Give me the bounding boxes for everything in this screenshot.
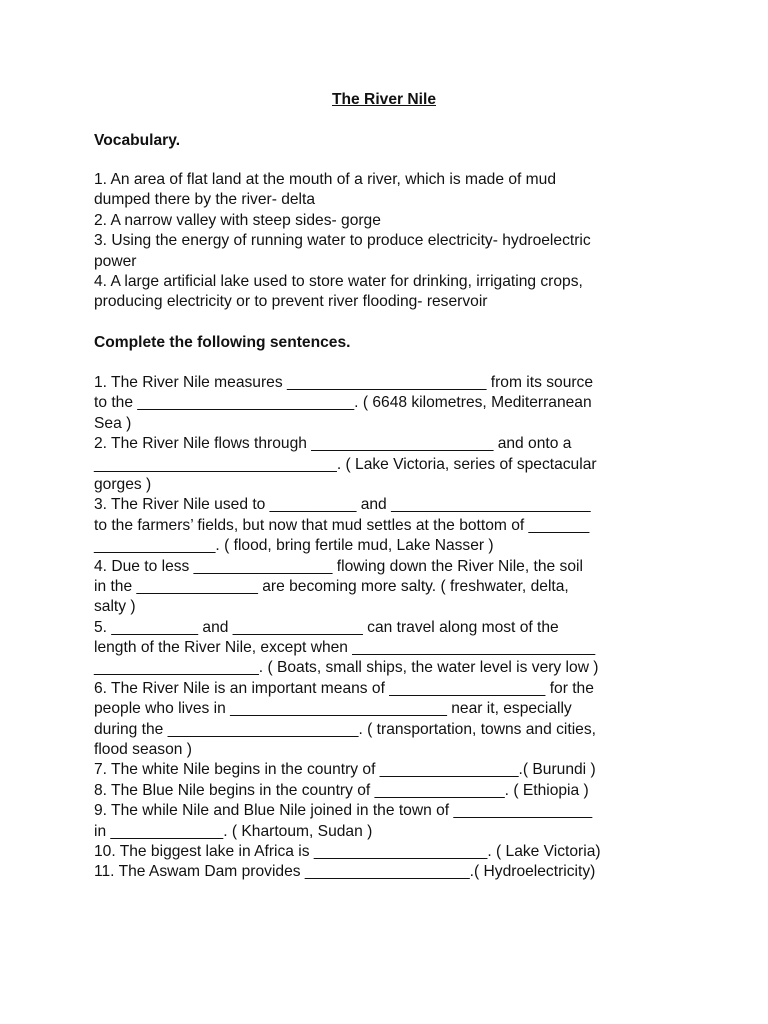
sentence-line: Sea ) [94, 414, 132, 432]
sentence-line: 11. The Aswam Dam provides ___________________.( Hydroelectricity) [94, 863, 596, 881]
sentence-line: salty ) [94, 598, 136, 616]
sentence-line: 5. __________ and _______________ can travel along most of the [94, 618, 559, 636]
sentence-line: 8. The Blue Nile begins in the country of _______________. ( Ethiopia ) [94, 781, 589, 799]
sentence-line: in the ______________ are becoming more salty. ( freshwater, delta, [94, 577, 569, 595]
sentences-list [94, 373, 684, 883]
sentence-line: flood season ) [94, 741, 192, 759]
vocabulary-line: power [94, 252, 137, 270]
sentence-line: to the farmers’ fields, but now that mud settles at the bottom of _______ [94, 516, 590, 534]
sentence-line: during the ______________________. ( transportation, towns and cities, [94, 720, 596, 738]
sentence-line: length of the River Nile, except when ____________________________ [94, 639, 596, 657]
sentence-line: in _____________. ( Khartoum, Sudan ) [94, 822, 373, 840]
document-title: The River Nile [332, 91, 436, 108]
sentence-line: gorges ) [94, 475, 152, 493]
sentence-line: to the _________________________. ( 6648 kilometres, Mediterranean [94, 394, 592, 412]
sentence-line: 9. The while Nile and Blue Nile joined in the town of ________________ [94, 802, 593, 820]
sentences-heading: Complete the following sentences. [94, 334, 351, 351]
vocabulary-heading: Vocabulary. [94, 132, 181, 149]
vocabulary-line: 2. A narrow valley with steep sides- gorge [94, 211, 381, 229]
sentence-line: 1. The River Nile measures _______________________ from its source [94, 374, 594, 391]
sentence-line: ___________________. ( Boats, small ships, the water level is very low ) [94, 659, 599, 677]
sentence-line: 7. The white Nile begins in the country of ________________.( Burundi ) [94, 761, 596, 779]
vocabulary-line: 3. Using the energy of running water to produce electricity- hydroelectric [94, 232, 591, 250]
sentence-line: people who lives in _________________________ near it, especially [94, 700, 572, 718]
vocabulary-list [94, 170, 684, 313]
sentence-line: 6. The River Nile is an important means of __________________ for the [94, 679, 594, 697]
sentence-line: ______________. ( flood, bring fertile mud, Lake Nasser ) [94, 537, 494, 555]
sentence-line: ____________________________. ( Lake Victoria, series of spectacular [94, 455, 597, 473]
vocabulary-line: dumped there by the river- delta [94, 191, 316, 209]
sentence-line: 3. The River Nile used to __________ and _______________________ [94, 496, 591, 514]
sentence-line: 2. The River Nile flows through _____________________ and onto a [94, 435, 572, 453]
vocabulary-line: 4. A large artificial lake used to store water for drinking, irrigating crops, [94, 272, 583, 290]
sentence-line: 10. The biggest lake in Africa is ____________________. ( Lake Victoria) [94, 842, 601, 860]
sentence-line: 4. Due to less ________________ flowing down the River Nile, the soil [94, 557, 583, 575]
vocabulary-line: 1. An area of flat land at the mouth of a river, which is made of mud [94, 171, 557, 188]
vocabulary-line: producing electricity or to prevent river flooding- reservoir [94, 293, 488, 311]
